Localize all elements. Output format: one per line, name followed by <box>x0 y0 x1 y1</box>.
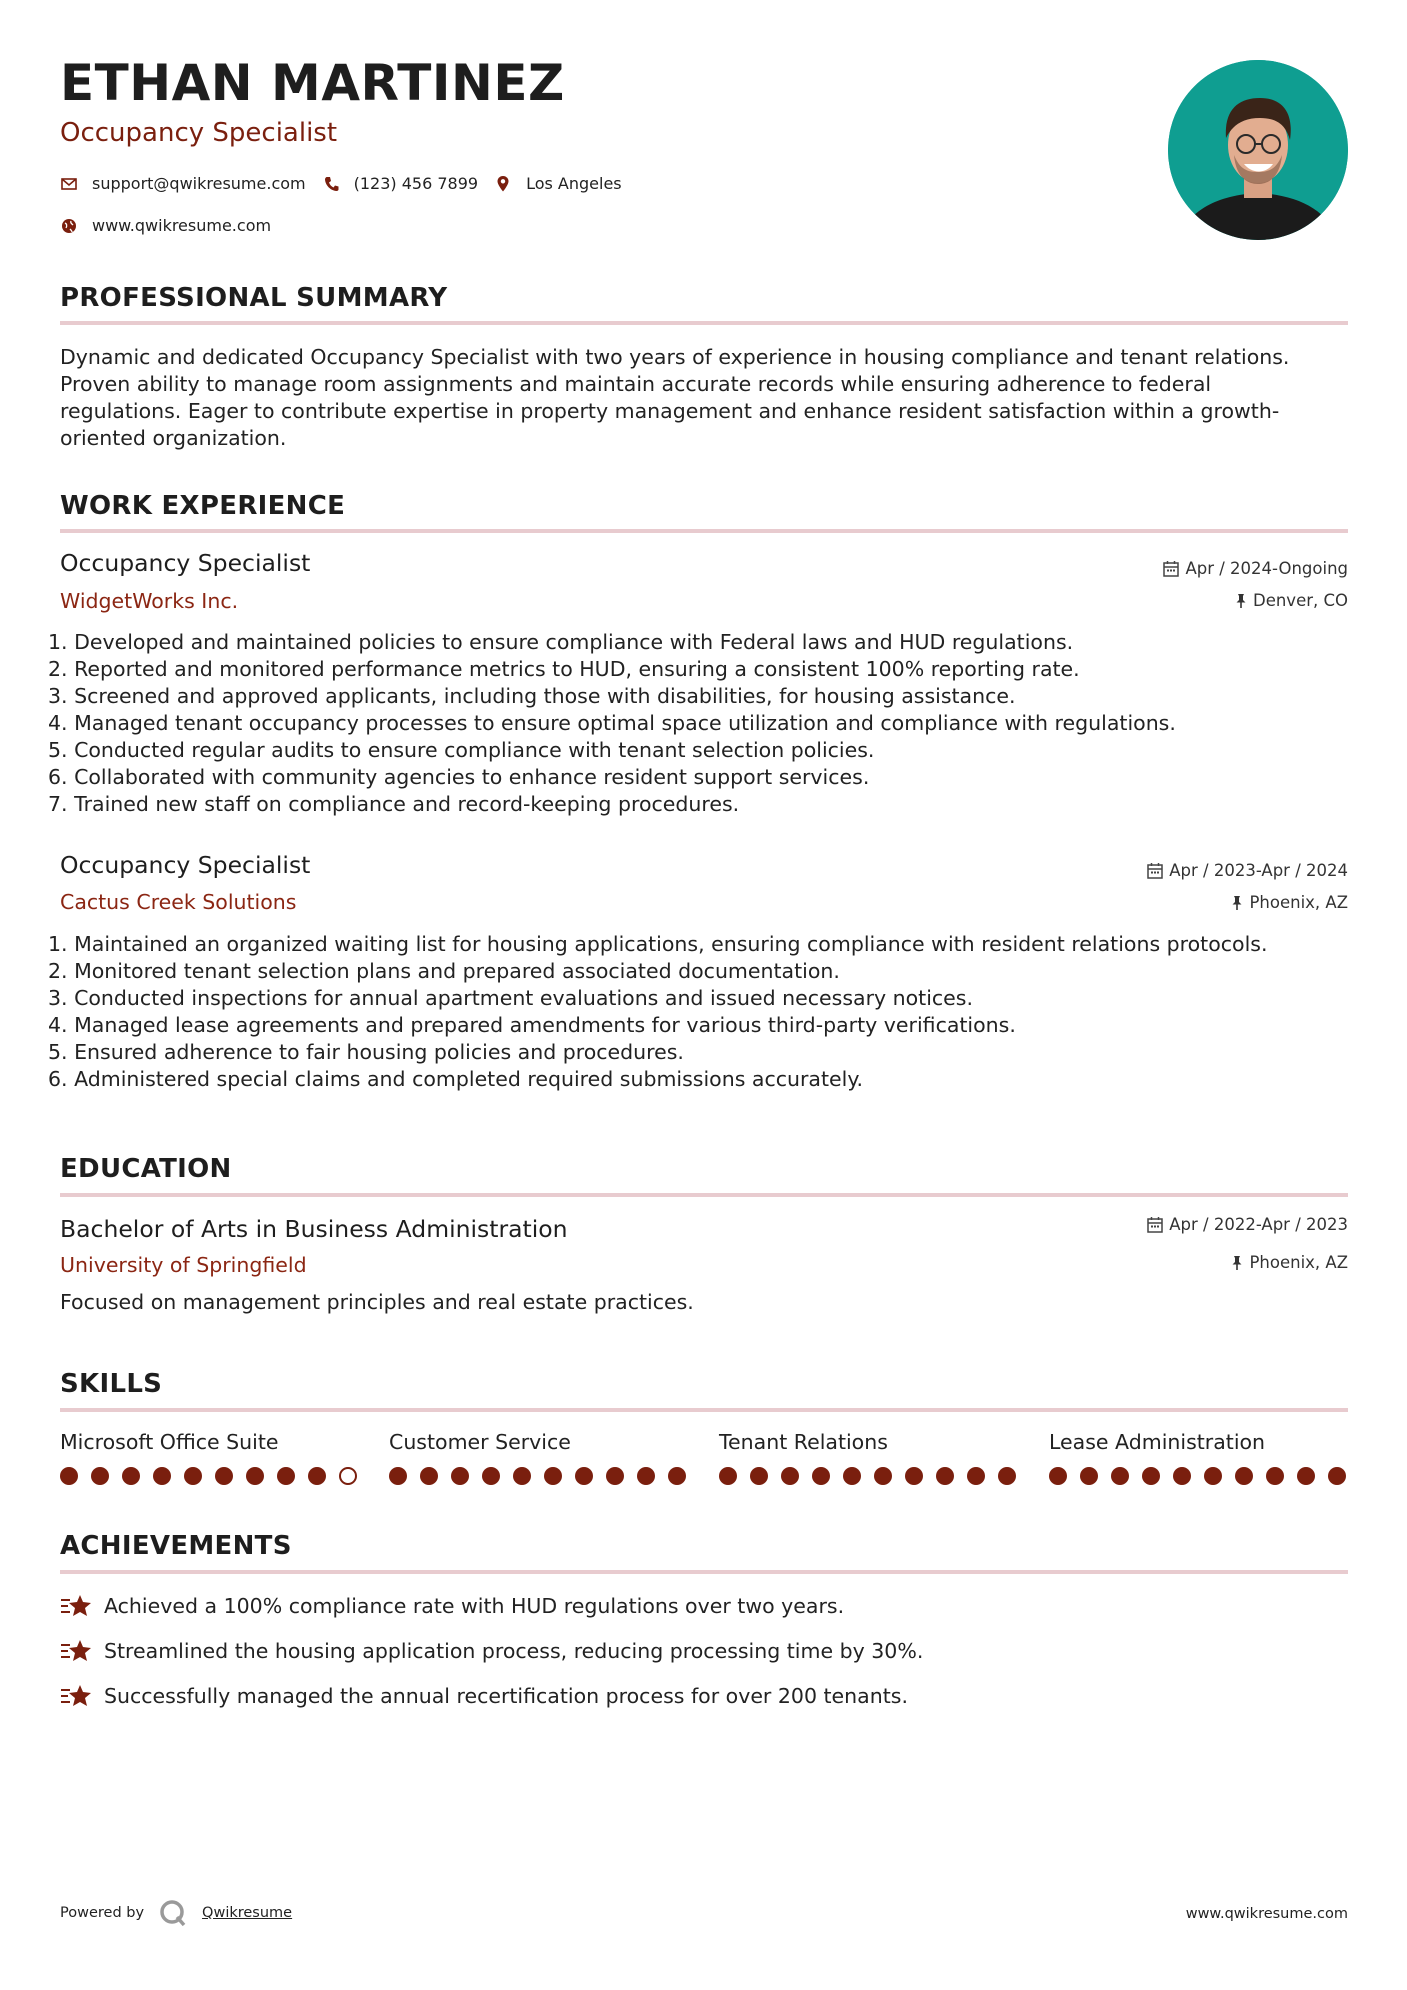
achievement-item <box>60 1592 844 1620</box>
rating-dot-filled <box>1080 1467 1098 1485</box>
rating-dot-filled <box>750 1467 768 1485</box>
job-location-text: Denver, CO <box>1252 591 1348 610</box>
rating-dot-filled <box>606 1467 624 1485</box>
summary-heading: PROFESSIONAL SUMMARY <box>60 283 448 313</box>
summary-line: Proven ability to manage room assignments and maintain accurate records while ensuring adherence to federal <box>60 372 1212 396</box>
education-location-text: Phoenix, AZ <box>1249 1253 1348 1272</box>
education-school: University of Springfield <box>60 1253 307 1277</box>
email-link[interactable]: support@qwikresume.com <box>92 174 306 193</box>
calendar-icon <box>1163 560 1179 577</box>
job-title: Occupancy Specialist <box>60 851 311 879</box>
education-description: Focused on management principles and real estate practices. <box>60 1290 694 1314</box>
contact-row <box>60 174 622 194</box>
list-item: 5. Ensured adherence to fair housing policies and procedures. <box>48 1040 684 1064</box>
rating-dot-filled <box>246 1467 264 1485</box>
avatar-illustration <box>1168 60 1348 240</box>
rating-dot-filled <box>389 1467 407 1485</box>
rating-dot-filled <box>308 1467 326 1485</box>
rating-dot-filled <box>998 1467 1016 1485</box>
list-item: 6. Administered special claims and completed required submissions accurately. <box>48 1067 864 1091</box>
phone-icon <box>322 174 340 194</box>
education-location <box>1231 1253 1348 1272</box>
list-item: 2. Reported and monitored performance metrics to HUD, ensuring a consistent 100% reporting rate. <box>48 657 1080 681</box>
achievement-text: Achieved a 100% compliance rate with HUD regulations over two years. <box>104 1594 845 1618</box>
rating-dot-filled <box>967 1467 985 1485</box>
achievements-heading: ACHIEVEMENTS <box>60 1531 292 1561</box>
rating-dot-filled <box>451 1467 469 1485</box>
rating-dot-filled <box>1328 1467 1346 1485</box>
rating-dot-filled <box>544 1467 562 1485</box>
list-item: 1. Maintained an organized waiting list for housing applications, ensuring compliance with resident relations protocols. <box>48 932 1268 956</box>
powered-by-label: Powered by <box>60 1905 145 1921</box>
job-dates-text: Apr / 2024-Ongoing <box>1185 559 1348 578</box>
website-link[interactable]: www.qwikresume.com <box>92 216 272 235</box>
summary-line: Dynamic and dedicated Occupancy Specialist with two years of experience in housing compliance and tenant relations. <box>60 345 1290 369</box>
education-degree: Bachelor of Arts in Business Administration <box>60 1215 568 1243</box>
calendar-icon <box>1147 1216 1163 1233</box>
pushpin-icon <box>1231 1255 1243 1271</box>
rating-dot-filled <box>781 1467 799 1485</box>
summary-text <box>60 344 1350 452</box>
achievement-text: Successfully managed the annual recertification process for over 200 tenants. <box>104 1684 908 1708</box>
rating-dot-filled <box>1049 1467 1067 1485</box>
list-item: 4. Managed tenant occupancy processes to ensure optimal space utilization and compliance with regulations. <box>48 711 1176 735</box>
section-divider <box>60 1193 1348 1197</box>
rating-dot-filled <box>874 1467 892 1485</box>
rating-dot-filled <box>1173 1467 1191 1485</box>
experience-heading: WORK EXPERIENCE <box>60 491 346 521</box>
achievement-item <box>60 1637 923 1665</box>
job-dates <box>1163 559 1348 578</box>
rating-dot-filled <box>513 1467 531 1485</box>
rating-dot-filled <box>184 1467 202 1485</box>
footer-url[interactable]: www.qwikresume.com <box>1185 1906 1348 1922</box>
job-bullets <box>48 629 1348 818</box>
summary-line: regulations. Eager to contribute expertise in property management and enhance resident satisfaction within a growth- <box>60 399 1280 423</box>
job-bullets <box>48 931 1348 1093</box>
shooting-star-icon <box>60 1637 92 1665</box>
skill-rating <box>60 1467 357 1485</box>
rating-dot-filled <box>91 1467 109 1485</box>
rating-dot-filled <box>1142 1467 1160 1485</box>
phone-number[interactable]: (123) 456 7899 <box>353 174 479 193</box>
profile-photo <box>1168 60 1348 240</box>
list-item: 5. Conducted regular audits to ensure compliance with tenant selection policies. <box>48 738 875 762</box>
list-item: 7. Trained new staff on compliance and record-keeping procedures. <box>48 792 740 816</box>
list-item: 3. Conducted inspections for annual apartment evaluations and issued necessary notices. <box>48 986 973 1010</box>
skills-heading: SKILLS <box>60 1369 163 1399</box>
skill-name: Lease Administration <box>1049 1430 1266 1454</box>
rating-dot-filled <box>153 1467 171 1485</box>
section-divider <box>60 529 1348 533</box>
list-item: 3. Screened and approved applicants, including those with disabilities, for housing assistance. <box>48 684 1016 708</box>
rating-dot-filled <box>637 1467 655 1485</box>
skill-name: Customer Service <box>389 1430 571 1454</box>
section-divider <box>60 1570 1348 1574</box>
pushpin-icon <box>1235 593 1247 609</box>
rating-dot-filled <box>1235 1467 1253 1485</box>
rating-dot-filled <box>843 1467 861 1485</box>
skill-rating <box>1049 1467 1346 1485</box>
rating-dot-filled <box>1111 1467 1129 1485</box>
job-dates-text: Apr / 2023-Apr / 2024 <box>1169 861 1348 880</box>
job-company: Cactus Creek Solutions <box>60 890 297 914</box>
skill-name: Tenant Relations <box>719 1430 888 1454</box>
rating-dot-empty <box>339 1467 357 1485</box>
skill-rating <box>719 1467 1016 1485</box>
job-company: WidgetWorks Inc. <box>60 589 239 613</box>
job-location <box>1235 591 1348 610</box>
list-item: 1. Developed and maintained policies to ensure compliance with Federal laws and HUD regulations. <box>48 630 1074 654</box>
list-item: 4. Managed lease agreements and prepared amendments for various third-party verifications. <box>48 1013 1016 1037</box>
rating-dot-filled <box>812 1467 830 1485</box>
skill-rating <box>389 1467 686 1485</box>
shooting-star-icon <box>60 1592 92 1620</box>
calendar-icon <box>1147 862 1163 879</box>
rating-dot-filled <box>668 1467 686 1485</box>
globe-icon <box>60 216 78 236</box>
achievement-item <box>60 1682 908 1710</box>
rating-dot-filled <box>420 1467 438 1485</box>
pushpin-icon <box>1231 895 1243 911</box>
rating-dot-filled <box>215 1467 233 1485</box>
skill-name: Microsoft Office Suite <box>60 1430 279 1454</box>
education-dates-text: Apr / 2022-Apr / 2023 <box>1169 1215 1348 1234</box>
job-dates <box>1147 861 1348 880</box>
section-divider <box>60 1408 1348 1412</box>
rating-dot-filled <box>936 1467 954 1485</box>
rating-dot-filled <box>1297 1467 1315 1485</box>
job-title: Occupancy Specialist <box>60 549 311 577</box>
footer-powered-by <box>60 1898 292 1928</box>
job-location <box>1231 893 1348 912</box>
rating-dot-filled <box>277 1467 295 1485</box>
qwikresume-logo-icon <box>158 1898 188 1928</box>
email-icon <box>60 174 78 194</box>
shooting-star-icon <box>60 1682 92 1710</box>
qwikresume-link[interactable]: Qwikresume <box>202 1905 293 1921</box>
rating-dot-filled <box>1204 1467 1222 1485</box>
job-location-text: Phoenix, AZ <box>1249 893 1348 912</box>
rating-dot-filled <box>122 1467 140 1485</box>
achievement-text: Streamlined the housing application process, reducing processing time by 30%. <box>104 1639 924 1663</box>
candidate-title: Occupancy Specialist <box>60 118 338 148</box>
location-text: Los Angeles <box>526 174 622 193</box>
location-pin-icon <box>494 174 512 194</box>
website-row <box>60 216 271 236</box>
rating-dot-filled <box>482 1467 500 1485</box>
rating-dot-filled <box>719 1467 737 1485</box>
rating-dot-filled <box>60 1467 78 1485</box>
candidate-name: ETHAN MARTINEZ <box>60 54 565 112</box>
summary-line: oriented organization. <box>60 426 287 450</box>
section-divider <box>60 321 1348 325</box>
list-item: 6. Collaborated with community agencies to enhance resident support services. <box>48 765 870 789</box>
rating-dot-filled <box>1266 1467 1284 1485</box>
rating-dot-filled <box>575 1467 593 1485</box>
rating-dot-filled <box>905 1467 923 1485</box>
education-heading: EDUCATION <box>60 1154 232 1184</box>
list-item: 2. Monitored tenant selection plans and prepared associated documentation. <box>48 959 840 983</box>
education-dates <box>1147 1215 1348 1234</box>
